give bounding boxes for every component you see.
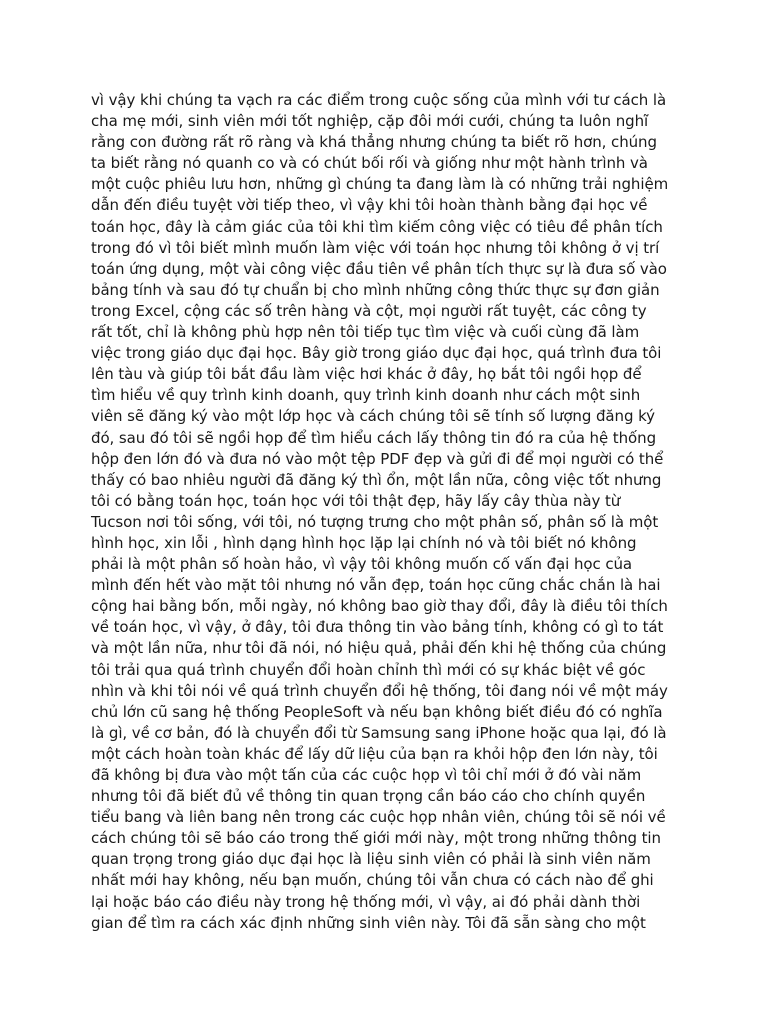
text-line: tiểu bang và liên bang nên trong các cuộc họp nhân viên, chúng tôi sẽ nói về	[91, 808, 666, 827]
text-line: tìm hiểu về quy trình kinh doanh, quy trình kinh doanh như cách một sinh	[91, 386, 641, 405]
text-line: nhìn và khi tôi nói về quá trình chuyển đổi hệ thống, tôi đang nói về một máy	[91, 681, 668, 700]
text-line: toán ứng dụng, một vài công việc đầu tiên về phân tích thực sự là đưa số vào	[91, 259, 667, 278]
text-line: việc trong giáo dục đại học. Bây giờ trong giáo dục đại học, quá trình đưa tôi	[91, 344, 662, 363]
text-line: dẫn đến điều tuyệt vời tiếp theo, vì vậy khi tôi hoàn thành bằng đại học về	[91, 196, 648, 215]
text-line: một cuộc phiêu lưu hơn, những gì chúng ta đang làm là có những trải nghiệm	[91, 175, 669, 194]
text-line: viên sẽ đăng ký vào một lớp học và cách chúng tôi sẽ tính số lượng đăng ký	[91, 407, 655, 426]
text-line: cộng hai bằng bốn, mỗi ngày, nó không bao giờ thay đổi, đây là điều tôi thích	[91, 597, 668, 616]
text-line: đã không bị đưa vào một tấn của các cuộc họp vì tôi chỉ mới ở đó vài năm	[91, 766, 642, 784]
text-line: phải là một phân số hoàn hảo, vì vậy tôi không muốn cố vấn đại học của	[91, 555, 633, 574]
text-line: tôi trải qua quá trình chuyển đổi hoàn chỉnh thì mới có sự khác biệt về góc	[91, 660, 646, 679]
text-line: lại hoặc báo cáo điều này trong hệ thống mới, vì vậy, ai đó phải dành thời	[91, 892, 641, 911]
text-line: trong đó vì tôi biết mình muốn làm việc với toán học nhưng tôi không ở vị trí	[91, 238, 660, 257]
text-line: hình học, xin lỗi , hình dạng hình học lặp lại chính nó và tôi biết nó không	[91, 533, 637, 552]
text-line: về toán học, vì vậy, ở đây, tôi đưa thông tin vào bảng tính, không có gì to tát	[91, 618, 664, 637]
text-line: cha mẹ mới, sinh viên mới tốt nghiệp, cặp đôi mới cưới, chúng ta luôn nghĩ	[91, 112, 649, 131]
text-line: quan trọng trong giáo dục đại học là liệu sinh viên có phải là sinh viên năm	[91, 850, 651, 869]
text-line: lên tàu và giúp tôi bắt đầu làm việc hơi khác ở đây, họ bắt tôi ngồi họp để	[91, 365, 642, 384]
text-line: thấy có bao nhiêu người đã đăng ký thì ổn, một lần nữa, công việc tốt nhưng	[91, 470, 662, 489]
body-paragraph	[91, 90, 691, 934]
text-line: vì vậy khi chúng ta vạch ra các điểm trong cuộc sống của mình với tư cách là	[91, 91, 667, 109]
text-line: Tucson nơi tôi sống, với tôi, nó tượng trưng cho một phân số, phân số là một	[91, 512, 659, 531]
text-line: một cách hoàn toàn khác để lấy dữ liệu của bạn ra khỏi hộp đen lớn này, tôi	[91, 744, 658, 763]
text-line: là gì, về cơ bản, đó là chuyển đổi từ Samsung sang iPhone hoặc qua lại, đó là	[91, 723, 667, 742]
text-line: tôi có bằng toán học, toán học với tôi thật đẹp, hãy lấy cây thùa này từ	[91, 491, 621, 510]
text-line: nhưng tôi đã biết đủ về thông tin quan trọng cần báo cáo cho chính quyền	[91, 787, 646, 806]
text-line: rất tốt, chỉ là không phù hợp nên tôi tiếp tục tìm việc và cuối cùng đã làm	[91, 323, 640, 342]
text-line: cách chúng tôi sẽ báo cáo trong thế giới mới này, một trong những thông tin	[91, 829, 661, 848]
text-line: nhất mới hay không, nếu bạn muốn, chúng tôi vẫn chưa có cách nào để ghi	[91, 871, 654, 890]
text-line: chủ lớn cũ sang hệ thống PeopleSoft và nếu bạn không biết điều đó có nghĩa	[91, 702, 663, 721]
text-line: rằng con đường rất rõ ràng và khá thẳng nhưng chúng ta biết rõ hơn, chúng	[91, 133, 657, 152]
text-line: gian để tìm ra cách xác định những sinh viên này. Tôi đã sẵn sàng cho một	[91, 913, 646, 932]
text-line: trong Excel, cộng các số trên hàng và cột, mọi người rất tuyệt, các công ty	[91, 301, 647, 320]
text-line: bảng tính và sau đó tự chuẩn bị cho mình những công thức thực sự đơn giản	[91, 280, 660, 299]
text-line: và một lần nữa, như tôi đã nói, nó hiệu quả, phải đến khi hệ thống của chúng	[91, 639, 667, 658]
text-line: hộp đen lớn đó và đưa nó vào một tệp PDF đẹp và gửi đi để mọi người có thể	[91, 449, 664, 468]
text-line: đó, sau đó tôi sẽ ngồi họp để tìm hiểu cách lấy thông tin đó ra của hệ thống	[91, 428, 657, 447]
text-line: mình đến hết vào mặt tôi nhưng nó vẫn đẹp, toán học cũng chắc chắn là hai	[91, 576, 661, 595]
text-line: toán học, đây là cảm giác của tôi khi tìm kiếm công việc có tiêu đề phân tích	[91, 217, 663, 236]
text-line: ta biết rằng nó quanh co và có chút bối rối và giống như một hành trình và	[91, 154, 648, 173]
